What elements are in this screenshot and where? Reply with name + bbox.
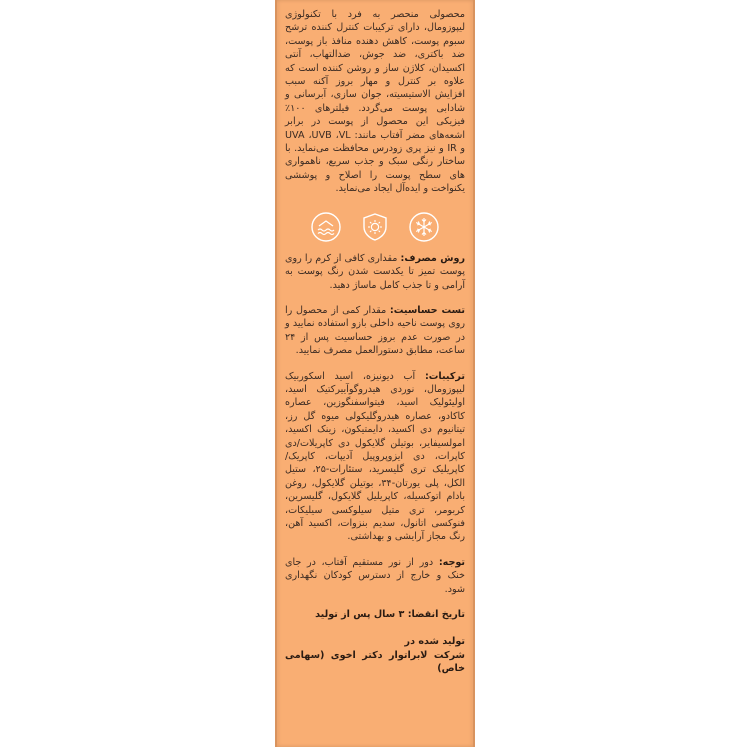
ingredients-section (285, 370, 465, 544)
sensitivity-text: مقدار کمی از محصول را روی پوست ناحیه داخلی بازو استفاده نمایید و در صورت عدم بروز حساسیت پس از ۲۴ ساعت، مطابق دستورالعمل مصرف نمایید. (285, 304, 465, 357)
manufacturer-line2: شرکت لابراتوار دکتر اخوی (سهامی خاص) (285, 649, 465, 675)
sun-shield-icon (360, 212, 390, 242)
sensitivity-section (285, 304, 465, 358)
product-box-side (275, 0, 475, 747)
box-text-content (285, 8, 465, 747)
manufacturer (285, 635, 465, 675)
note-label: توجه: (438, 556, 465, 568)
feature-icons (311, 212, 439, 242)
note-text: دور از نور مستقیم آفتاب، در جای خنک و خارج از دسترس کودکان نگهداری شود. (285, 556, 465, 595)
usage-text: مقداری کافی از کرم را روی پوست تمیز تا یکدست شدن رنگ پوست به آرامی و تا جذب کامل ماساژ دهید. (285, 252, 465, 291)
box-edge-left (275, 0, 277, 747)
expiry-date: تاریخ انقضا: ۳ سال پس از تولید (315, 609, 465, 621)
note-section (285, 556, 465, 596)
snowflake-icon (409, 212, 439, 242)
sensitivity-label: تست حساسیت: (389, 304, 466, 316)
water-resistance-icon (311, 212, 341, 242)
usage-section (285, 252, 465, 292)
product-description: محصولی منحصر به فرد با تکنولوژی لیپوزومال، دارای ترکیبات کنترل کننده ترشح سبوم پوست، کاهش دهنده منافذ باز پوست، ضد باکتری، ضد جوش، ضدالتهاب، آنتی اکسیدان، کلاژن ساز و روشن کننده است که علاوه بر کنترل و مهار بروز آکنه سبب افزایش الاستیسیته، جوان سازی، آبرسانی و شادابی پوست می‌گردد. فیلترهای ۱۰۰٪ فیزیکی این محصول از پوست در برابر اشعه‌های مضر آفتاب مانند: UVA ،UVB ،VL و IR و نیز پری زودرس محافظت می‌نماید. با ساختار رنگی سبک و جذب سریع، ناهمواری های سطح پوست را اصلاح و پوششی یکنواخت و ایده‌آل ایجاد می‌نماید. (285, 9, 465, 195)
ingredients-text: آب دیونیزه، اسید اسکوربیک لیپوزومال، نوردی هیدروگوآییرکتیک اسید، اولیئولیک اسید، فیتواسفنگوزین، عصاره کاکادو، عصاره هیدروگلیکولی میوه گل رز، تیتانیوم دی اکسید، دایمتیکون، زینک اکسید، امولسیفایر، بوتیلن گلایکول دی کاپریلات/دی کاپرات، دی ایزوپروپیل آدیپات، کاپریک/کاپریلیک تری گلیسرید، ستئارات-۲۵، ستیل الکل، پلی یورتان-۳۴، بوتیلن گلایکول، روغن بادام اتوکسیله، کاپریلیل گلایکول، گلیسرین، کربومر، تری متیل سیلوکسی سیلیکات، فنوکسی اتانول، سدیم بنزوات، اکسید آهن، رنگ مجاز آرایشی و بهداشتی. (285, 370, 465, 543)
box-edge-right (473, 0, 475, 747)
manufacturer-line1: تولید شده در (404, 636, 465, 648)
ingredients-label: ترکیبات: (424, 370, 465, 382)
usage-label: روش مصرف: (400, 252, 465, 264)
